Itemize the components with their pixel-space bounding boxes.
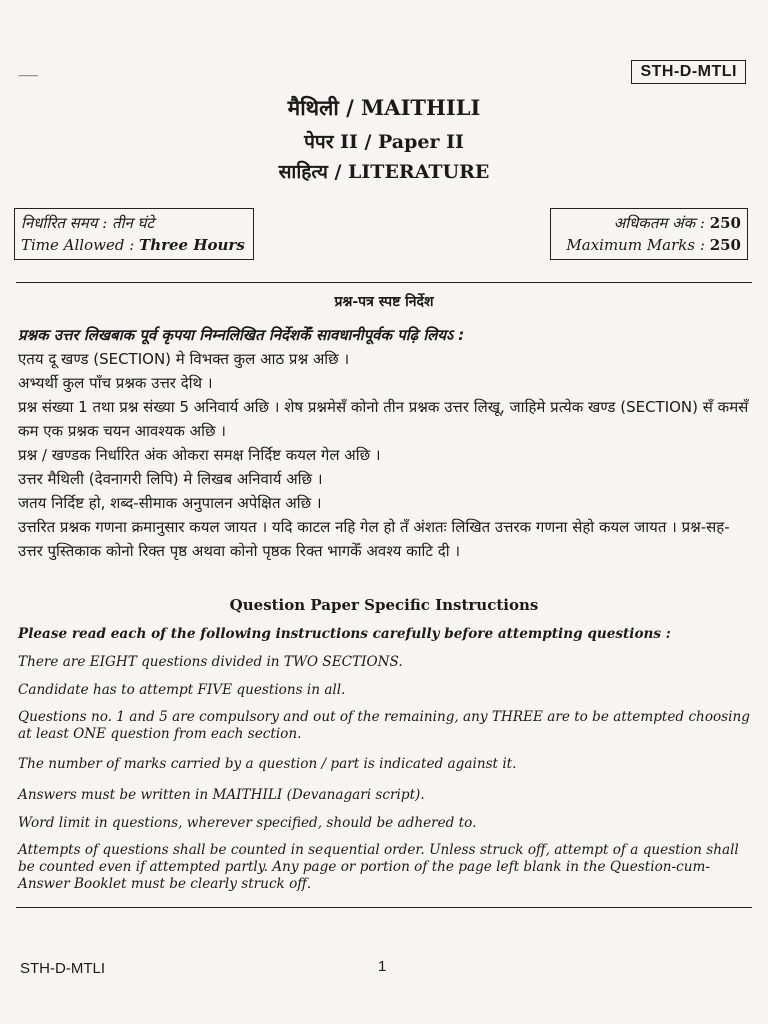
hindi-instructions <box>18 323 754 563</box>
hindi-instruction-item: एतय दू खण्ड (SECTION) मे विभक्त कुल आठ प्रश्न अछि । <box>18 350 350 368</box>
english-instructions-title: Question Paper Specific Instructions <box>229 596 539 614</box>
english-instruction-item: Word limit in questions, wherever specified, should be adhered to. <box>18 815 477 831</box>
footer-paper-code: STH-D-MTLI <box>20 960 105 977</box>
hindi-instruction-item: प्रश्न संख्या 1 तथा प्रश्न संख्या 5 अनिवार्य अछि । शेष प्रश्नमेसँ कोनो तीन प्रश्नक उत्तर लिखू, जाहिमे प्रत्येक खण्ड (SECTION) सँ कमसँ कम एक प्रश्नक चयन आवश्यक अछि । <box>18 398 749 440</box>
hindi-instruction-item: अभ्यर्थी कुल पाँच प्रश्नक उत्तर देथि । <box>18 374 213 392</box>
english-instruction-item: Answers must be written in MAITHILI (Devanagari script). <box>18 787 425 803</box>
paper-title: पेपर II / Paper II <box>304 131 464 153</box>
hindi-instruction-item: जतय निर्दिष्ट हो, शब्द-सीमाक अनुपालन अपेक्षित अछि । <box>18 494 322 512</box>
stray-mark: ⸺ <box>18 68 39 82</box>
marks-value-english: 250 <box>709 236 741 254</box>
divider-bottom <box>16 907 752 908</box>
marks-label-english: Maximum Marks : <box>566 236 710 254</box>
marks-label-hindi: अधिकतम अंक : <box>613 214 710 232</box>
time-label-english <box>21 234 247 256</box>
english-instruction-item: The number of marks carried by a question / part is indicated against it. <box>18 756 517 772</box>
marks-value-hindi: 250 <box>709 214 741 232</box>
time-label-hindi: निर्धारित समय : तीन घंटे <box>21 214 155 232</box>
time-allowed-box <box>14 208 254 260</box>
time-label: Time Allowed : <box>21 236 140 254</box>
time-value: Three Hours <box>139 236 245 254</box>
hindi-instruction-item: प्रश्न / खण्डक निर्धारित अंक ओकरा समक्ष निर्दिष्ट कयल गेल अछि । <box>18 446 381 464</box>
english-instructions-lead: Please read each of the following instructions carefully before attempting questions : <box>18 626 671 642</box>
english-instruction-item: Candidate has to attempt FIVE questions in all. <box>18 682 346 698</box>
marks-line-hindi <box>557 212 741 234</box>
english-instructions-lead-block <box>18 626 754 643</box>
hindi-instruction-item: उत्तरित प्रश्नक गणना क्रमानुसार कयल जायत । यदि काटल नहि गेल हो तँ अंशतः लिखित उत्तरक गणना सेहो कयल जायत । प्रश्न-सह-उत्तर पुस्तिकाक कोनो रिक्त पृष्ठ अथवा कोनो पृष्ठक रिक्त भागकेँ अवश्य काटि दी । <box>18 518 730 560</box>
marks-line-english <box>557 234 741 256</box>
divider-top <box>16 282 752 283</box>
paper-code-box: STH-D-MTLI <box>631 60 746 84</box>
section-title: साहित्य / LITERATURE <box>278 161 490 183</box>
english-instruction-item: Questions no. 1 and 5 are compulsory and out of the remaining, any THREE are to be attempted choosing at least ONE question from each section. <box>18 709 750 742</box>
english-instruction-item: Attempts of questions shall be counted in sequential order. Unless struck off, attempt of a question shall be counted even if attempted partly. Any page or portion of the page left blank in the Question-cum-Answer Booklet must be clearly struck off. <box>18 842 739 892</box>
page-number: 1 <box>378 958 387 975</box>
hindi-instructions-title: प्रश्न-पत्र स्पष्ट निर्देश <box>334 294 434 310</box>
hindi-instructions-lead: प्रश्नक उत्तर लिखबाक पूर्व कृपया निम्नलिखित निर्देशकेँ सावधानीपूर्वक पढ़ि लियऽ : <box>18 326 465 344</box>
maximum-marks-box <box>550 208 748 260</box>
subject-title: मैथिली / MAITHILI <box>287 95 481 120</box>
hindi-instruction-item: उत्तर मैथिली (देवनागरी लिपि) मे लिखब अनिवार्य अछि । <box>18 470 323 488</box>
english-instruction-item: There are EIGHT questions divided in TWO SECTIONS. <box>18 654 403 670</box>
